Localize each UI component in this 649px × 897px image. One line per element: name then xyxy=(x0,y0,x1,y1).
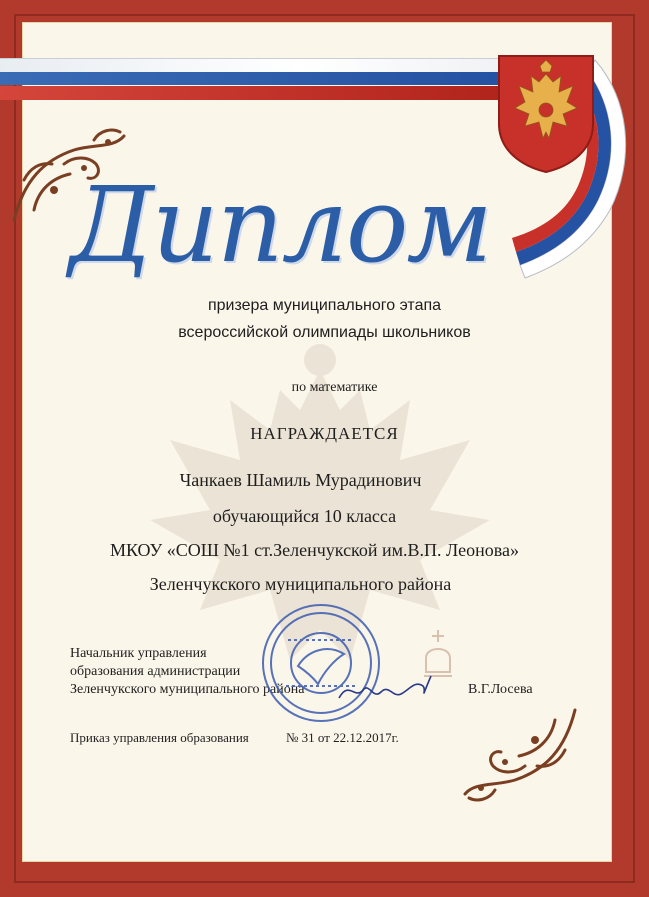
stripe-red xyxy=(0,86,500,100)
awarded-heading: НАГРАЖДАЕТСЯ xyxy=(250,424,399,443)
diploma-title: Диплом xyxy=(69,164,491,286)
handwritten-signature-icon xyxy=(335,670,445,710)
award-line-1: призера муниципального этапа xyxy=(207,297,442,314)
order-label: Приказ управления образования xyxy=(70,730,249,745)
signatory-title-1: Начальник управления xyxy=(70,646,207,661)
award-subject: по математике xyxy=(291,380,378,395)
coat-of-arms-icon xyxy=(495,52,597,174)
recipient-grade: обучающийся 10 класса xyxy=(212,506,397,526)
award-line-2: всероссийской олимпиады школьников xyxy=(178,324,471,341)
recipient-school: МКОУ «СОШ №1 ст.Зеленчукской им.В.П. Леонова» xyxy=(109,540,520,560)
signatory-title-3: Зеленчукского муниципального района xyxy=(70,682,305,697)
corner-ornament-icon xyxy=(455,700,585,810)
signatory-name: В.Г.Лосева xyxy=(468,682,533,697)
order-number: № 31 от 22.12.2017г. xyxy=(286,730,399,745)
recipient-name: Чанкаев Шамиль Мурадинович xyxy=(179,470,422,490)
stripe-white xyxy=(0,58,500,72)
recipient-district: Зеленчукского муниципального района xyxy=(149,574,452,594)
stripe-blue xyxy=(0,72,500,85)
flag-stripes xyxy=(0,58,500,102)
signatory-title-2: образования администрации xyxy=(70,664,241,679)
